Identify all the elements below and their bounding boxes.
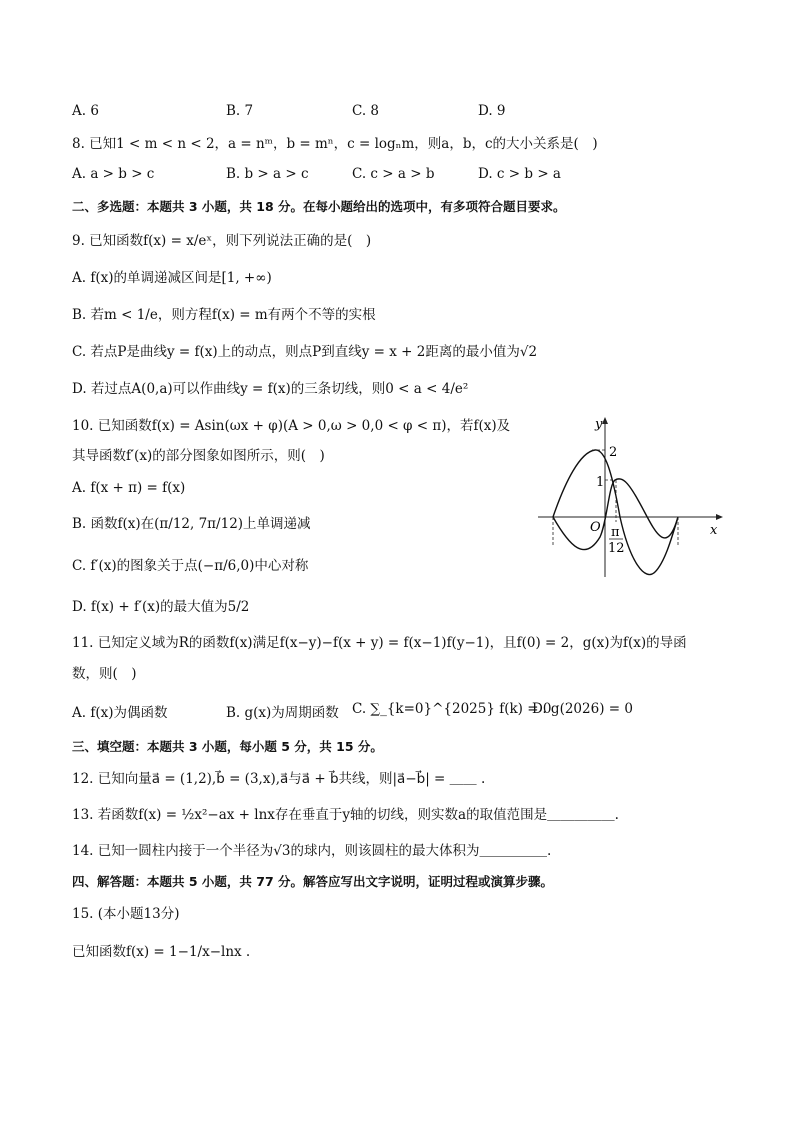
q9-option-a: A. f(x)的单调递减区间是[1, +∞) xyxy=(72,270,272,286)
option-d: D. 9 xyxy=(478,103,506,119)
q10-stem-line2: 其导函数f′(x)的部分图象如图所示，则( ) xyxy=(72,448,325,464)
q11-option-b: B. g(x)为周期函数 xyxy=(226,705,339,721)
q15-stem: 已知函数f(x) = 1−1/x−lnx . xyxy=(72,944,251,960)
q11-option-d: D. g(2026) = 0 xyxy=(532,701,633,717)
q9-option-b: B. 若m < 1/e，则方程f(x) = m有两个不等的实根 xyxy=(72,307,376,323)
q10-option-c: C. f′(x)的图象关于点(−π/6,0)中心对称 xyxy=(72,558,309,574)
section-heading-multiple-choice: 二、多选题：本题共 3 小题，共 18 分。在每小题给出的选项中，有多项符合题目要求。 xyxy=(72,199,566,214)
sine-graph-figure xyxy=(520,412,730,582)
q11-option-c: C. ∑_{k=0}^{2025} f(k) = 0 xyxy=(352,701,552,717)
q10-option-b: B. 函数f(x)在(π/12, 7π/12)上单调递减 xyxy=(72,516,311,532)
q10-option-a: A. f(x + π) = f(x) xyxy=(72,480,186,496)
q11-stem-line1: 11. 已知定义域为R的函数f(x)满足f(x−y)−f(x + y) = f(x−1)f(y−1)，且f(0) = 2，g(x)为f(x)的导函 xyxy=(72,635,687,651)
q8-option-a: A. a > b > c xyxy=(72,166,155,182)
option-b: B. 7 xyxy=(226,103,254,119)
option-c: C. 8 xyxy=(352,103,380,119)
tick-label-pi: π xyxy=(611,525,620,540)
q14-stem: 14. 已知一圆柱内接于一个半径为√3的球内，则该圆柱的最大体积为＿＿＿＿＿. xyxy=(72,843,552,859)
section-heading-fill-in: 三、填空题：本题共 3 小题，每小题 5 分，共 15 分。 xyxy=(72,739,383,754)
q9-option-d: D. 若过点A(0,a)可以作曲线y = f(x)的三条切线，则0 < a < 4/e² xyxy=(72,381,469,397)
section-heading-solutions: 四、解答题：本题共 5 小题，共 77 分。解答应写出文字说明，证明过程或演算步骤。 xyxy=(72,874,554,889)
y-axis-label: y xyxy=(595,417,603,432)
q9-option-c: C. 若点P是曲线y = f(x)上的动点，则点P到直线y = x + 2距离的最小值为√2 xyxy=(72,344,538,360)
x-axis-label: x xyxy=(710,523,718,538)
q8-option-d: D. c > b > a xyxy=(478,166,561,182)
origin-label: O xyxy=(590,520,601,535)
q11-stem-line2: 数，则( ) xyxy=(72,666,137,682)
y-axis-arrow-icon xyxy=(602,417,608,424)
tick-label-12: 12 xyxy=(608,541,625,556)
q12-stem: 12. 已知向量a⃗ = (1,2),b⃗ = (3,x),a⃗与a⃗ + b⃗共线，则|a⃗−b⃗| = ＿＿ . xyxy=(72,771,486,787)
q9-stem: 9. 已知函数f(x) = x/eˣ，则下列说法正确的是( ) xyxy=(72,233,372,249)
q8-option-c: C. c > a > b xyxy=(352,166,435,182)
option-a: A. 6 xyxy=(72,103,99,119)
q10-stem-line1: 10. 已知函数f(x) = Asin(ωx + φ)(A > 0,ω > 0,0 < φ < π)，若f(x)及 xyxy=(72,418,511,434)
q13-stem: 13. 若函数f(x) = ½x²−ax + lnx存在垂直于y轴的切线，则实数a的取值范围是＿＿＿＿＿. xyxy=(72,807,619,823)
q10-option-d: D. f(x) + f′(x)的最大值为5/2 xyxy=(72,599,250,615)
x-axis-arrow-icon xyxy=(716,514,723,520)
q8-option-b: B. b > a > c xyxy=(226,166,309,182)
tick-label-2: 2 xyxy=(609,445,618,460)
q11-option-a: A. f(x)为偶函数 xyxy=(72,705,168,721)
q15-title: 15. (本小题13分) xyxy=(72,906,180,922)
q8-stem: 8. 已知1 < m < n < 2，a = nᵐ，b = mⁿ，c = logₙm，则a，b，c的大小关系是( ) xyxy=(72,136,598,152)
tick-label-1: 1 xyxy=(596,475,605,490)
